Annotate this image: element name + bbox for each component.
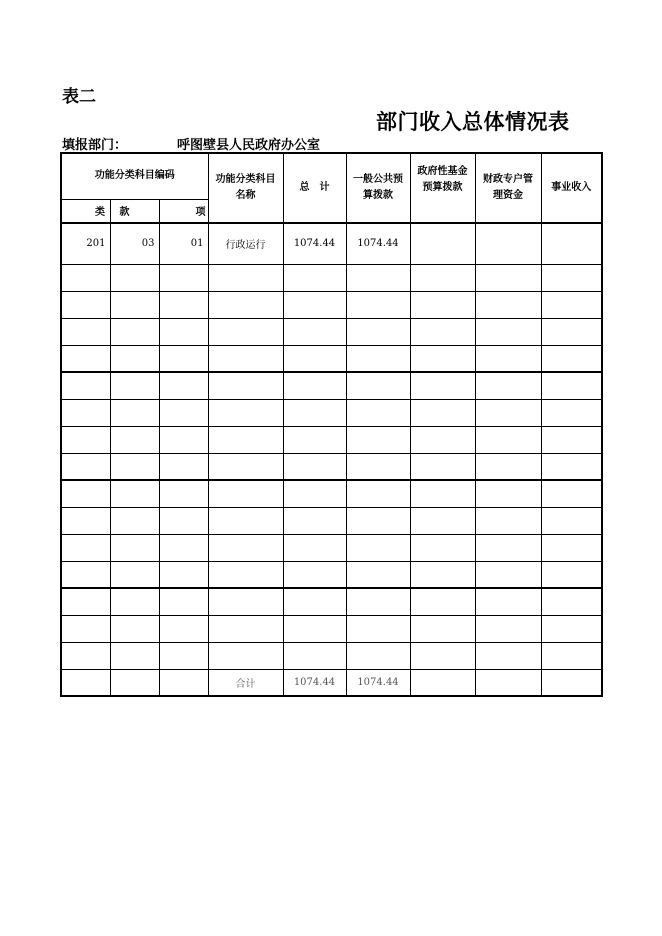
- total-row-empty-cell: [159, 669, 208, 696]
- gov-fund-cell: [410, 507, 475, 534]
- fiscal-special-sum-cell: [475, 669, 541, 696]
- business-income-cell: [541, 399, 602, 426]
- table-row: [61, 642, 602, 669]
- subject-name-cell: 行政运行: [208, 223, 283, 264]
- xiang-cell: [159, 372, 208, 399]
- business-income-cell: [541, 318, 602, 345]
- gov-fund-cell: [410, 480, 475, 507]
- page-title: 部门收入总体情况表: [376, 109, 570, 134]
- fiscal-special-cell: [475, 264, 541, 291]
- general-budget-cell: [346, 291, 410, 318]
- kuan-cell: [110, 642, 159, 669]
- fiscal-special-header-text: 财政专户管理资金: [483, 174, 533, 201]
- general-budget-cell: [346, 480, 410, 507]
- xiang-cell: [159, 534, 208, 561]
- table-row: [61, 426, 602, 453]
- fiscal-special-cell: [475, 642, 541, 669]
- xiang-cell: [159, 453, 208, 480]
- gov-fund-cell: [410, 345, 475, 372]
- general-budget-cell: [346, 345, 410, 372]
- subject-name-cell: [208, 642, 283, 669]
- name-header-text: 功能分类科目名称: [215, 174, 276, 201]
- subject-name-cell: [208, 561, 283, 588]
- xiang-cell: [159, 615, 208, 642]
- kuan-cell: [110, 372, 159, 399]
- business-income-cell: [541, 561, 602, 588]
- business-income-cell: [541, 291, 602, 318]
- xiang-cell: [159, 264, 208, 291]
- subject-name-cell: [208, 480, 283, 507]
- subject-name-cell: [208, 345, 283, 372]
- xiang-cell: [159, 561, 208, 588]
- total-cell: [283, 642, 346, 669]
- lei-cell: [61, 615, 110, 642]
- table-row: [61, 264, 602, 291]
- lei-cell: [61, 345, 110, 372]
- fiscal-special-cell: [475, 399, 541, 426]
- fiscal-special-cell: [475, 588, 541, 615]
- general-budget-cell: 1074.44: [346, 223, 410, 264]
- name-header: [208, 153, 283, 223]
- business-income-cell: [541, 223, 602, 264]
- total-cell: [283, 480, 346, 507]
- lei-cell: [61, 399, 110, 426]
- kuan-cell: 03: [110, 223, 159, 264]
- lei-cell: [61, 534, 110, 561]
- total-cell: [283, 399, 346, 426]
- general-budget-cell: [346, 642, 410, 669]
- fiscal-special-cell: [475, 534, 541, 561]
- subject-name-cell: [208, 372, 283, 399]
- total-sum-cell: 1074.44: [283, 669, 346, 696]
- xiang-cell: 01: [159, 223, 208, 264]
- subject-name-cell: [208, 507, 283, 534]
- subject-name-cell: [208, 534, 283, 561]
- business-income-cell: [541, 345, 602, 372]
- general-budget-cell: [346, 615, 410, 642]
- code-group-header: 功能分类科目编码: [61, 153, 208, 199]
- kuan-cell: [110, 507, 159, 534]
- business-income-cell: [541, 372, 602, 399]
- fiscal-special-cell: [475, 345, 541, 372]
- kuan-cell: [110, 588, 159, 615]
- subject-name-cell: [208, 615, 283, 642]
- lei-header: 类: [61, 199, 110, 223]
- total-cell: [283, 318, 346, 345]
- fiscal-special-cell: [475, 318, 541, 345]
- total-cell: [283, 453, 346, 480]
- xiang-cell: [159, 318, 208, 345]
- lei-cell: [61, 480, 110, 507]
- subject-name-cell: [208, 318, 283, 345]
- business-income-cell: [541, 507, 602, 534]
- xiang-cell: [159, 642, 208, 669]
- general-budget-cell: [346, 318, 410, 345]
- gov-fund-cell: [410, 588, 475, 615]
- business-income-cell: [541, 588, 602, 615]
- fiscal-special-cell: [475, 426, 541, 453]
- lei-cell: 201: [61, 223, 110, 264]
- lei-cell: [61, 507, 110, 534]
- gov-fund-cell: [410, 426, 475, 453]
- header-row-1: [61, 153, 602, 199]
- table-row: [61, 534, 602, 561]
- lei-cell: [61, 291, 110, 318]
- lei-cell: [61, 372, 110, 399]
- kuan-cell: [110, 318, 159, 345]
- xiang-cell: [159, 588, 208, 615]
- kuan-header: 款: [110, 199, 159, 223]
- table-row: [61, 372, 602, 399]
- lei-cell: [61, 642, 110, 669]
- gov-fund-cell: [410, 642, 475, 669]
- xiang-cell: [159, 291, 208, 318]
- general-budget-cell: [346, 588, 410, 615]
- subject-name-cell: [208, 264, 283, 291]
- gov-fund-header-text: 政府性基金预算拨款: [417, 166, 468, 193]
- kuan-cell: [110, 561, 159, 588]
- kuan-cell: [110, 615, 159, 642]
- table-row: [61, 480, 602, 507]
- table-row: [61, 223, 602, 264]
- lei-cell: [61, 453, 110, 480]
- gov-fund-cell: [410, 291, 475, 318]
- kuan-cell: [110, 291, 159, 318]
- business-income-sum-cell: [541, 669, 602, 696]
- gov-fund-cell: [410, 318, 475, 345]
- total-row-empty-cell: [110, 669, 159, 696]
- fiscal-special-cell: [475, 561, 541, 588]
- general-budget-header-text: 一般公共预算拨款: [353, 174, 403, 201]
- total-label-cell: 合计: [208, 669, 283, 696]
- fiscal-special-cell: [475, 615, 541, 642]
- business-income-cell: [541, 264, 602, 291]
- gov-fund-cell: [410, 223, 475, 264]
- gov-fund-cell: [410, 399, 475, 426]
- total-cell: 1074.44: [283, 223, 346, 264]
- gov-fund-cell: [410, 372, 475, 399]
- kuan-cell: [110, 453, 159, 480]
- kuan-cell: [110, 534, 159, 561]
- kuan-cell: [110, 399, 159, 426]
- lei-cell: [61, 318, 110, 345]
- xiang-cell: [159, 480, 208, 507]
- total-cell: [283, 588, 346, 615]
- department-name: 呼图壁县人民政府办公室: [177, 138, 321, 153]
- table-row: [61, 345, 602, 372]
- business-income-cell: [541, 426, 602, 453]
- fiscal-special-cell: [475, 372, 541, 399]
- gov-fund-cell: [410, 534, 475, 561]
- total-header: 总 计: [283, 153, 346, 223]
- total-cell: [283, 291, 346, 318]
- general-budget-cell: [346, 534, 410, 561]
- fiscal-special-cell: [475, 453, 541, 480]
- total-cell: [283, 264, 346, 291]
- fiscal-special-header: [475, 153, 541, 223]
- general-budget-cell: [346, 264, 410, 291]
- total-cell: [283, 615, 346, 642]
- gov-fund-cell: [410, 561, 475, 588]
- xiang-cell: [159, 426, 208, 453]
- kuan-cell: [110, 426, 159, 453]
- total-cell: [283, 534, 346, 561]
- table-row: [61, 561, 602, 588]
- table-row: [61, 291, 602, 318]
- xiang-cell: [159, 507, 208, 534]
- subject-name-cell: [208, 426, 283, 453]
- subject-name-cell: [208, 291, 283, 318]
- department-label: 填报部门：: [62, 138, 128, 153]
- fiscal-special-cell: [475, 291, 541, 318]
- table-row: [61, 399, 602, 426]
- business-income-header: 事业收入: [541, 153, 602, 223]
- general-budget-cell: [346, 453, 410, 480]
- table-label: 表二: [62, 87, 96, 107]
- xiang-cell: [159, 399, 208, 426]
- lei-cell: [61, 426, 110, 453]
- gov-fund-header: [410, 153, 475, 223]
- table-row: [61, 318, 602, 345]
- gov-fund-cell: [410, 264, 475, 291]
- general-budget-header: [346, 153, 410, 223]
- gov-fund-cell: [410, 615, 475, 642]
- subject-name-cell: [208, 399, 283, 426]
- total-cell: [283, 507, 346, 534]
- business-income-cell: [541, 480, 602, 507]
- total-cell: [283, 561, 346, 588]
- table-row: [61, 588, 602, 615]
- table-row: [61, 615, 602, 642]
- gov-fund-sum-cell: [410, 669, 475, 696]
- business-income-cell: [541, 453, 602, 480]
- subject-name-cell: [208, 588, 283, 615]
- fiscal-special-cell: [475, 480, 541, 507]
- total-cell: [283, 345, 346, 372]
- fiscal-special-cell: [475, 507, 541, 534]
- kuan-cell: [110, 480, 159, 507]
- kuan-cell: [110, 345, 159, 372]
- lei-cell: [61, 264, 110, 291]
- lei-cell: [61, 561, 110, 588]
- lei-cell: [61, 588, 110, 615]
- subject-name-cell: [208, 453, 283, 480]
- business-income-cell: [541, 534, 602, 561]
- general-budget-cell: [346, 372, 410, 399]
- general-budget-cell: [346, 507, 410, 534]
- income-table: [60, 152, 603, 697]
- xiang-cell: [159, 345, 208, 372]
- table-row: [61, 453, 602, 480]
- general-budget-cell: [346, 399, 410, 426]
- general-budget-sum-cell: 1074.44: [346, 669, 410, 696]
- kuan-cell: [110, 264, 159, 291]
- xiang-header: 项: [159, 199, 208, 223]
- general-budget-cell: [346, 561, 410, 588]
- total-row: [61, 669, 602, 696]
- total-cell: [283, 372, 346, 399]
- business-income-cell: [541, 642, 602, 669]
- total-row-empty-cell: [61, 669, 110, 696]
- gov-fund-cell: [410, 453, 475, 480]
- fiscal-special-cell: [475, 223, 541, 264]
- table-row: [61, 507, 602, 534]
- total-cell: [283, 426, 346, 453]
- business-income-cell: [541, 615, 602, 642]
- general-budget-cell: [346, 426, 410, 453]
